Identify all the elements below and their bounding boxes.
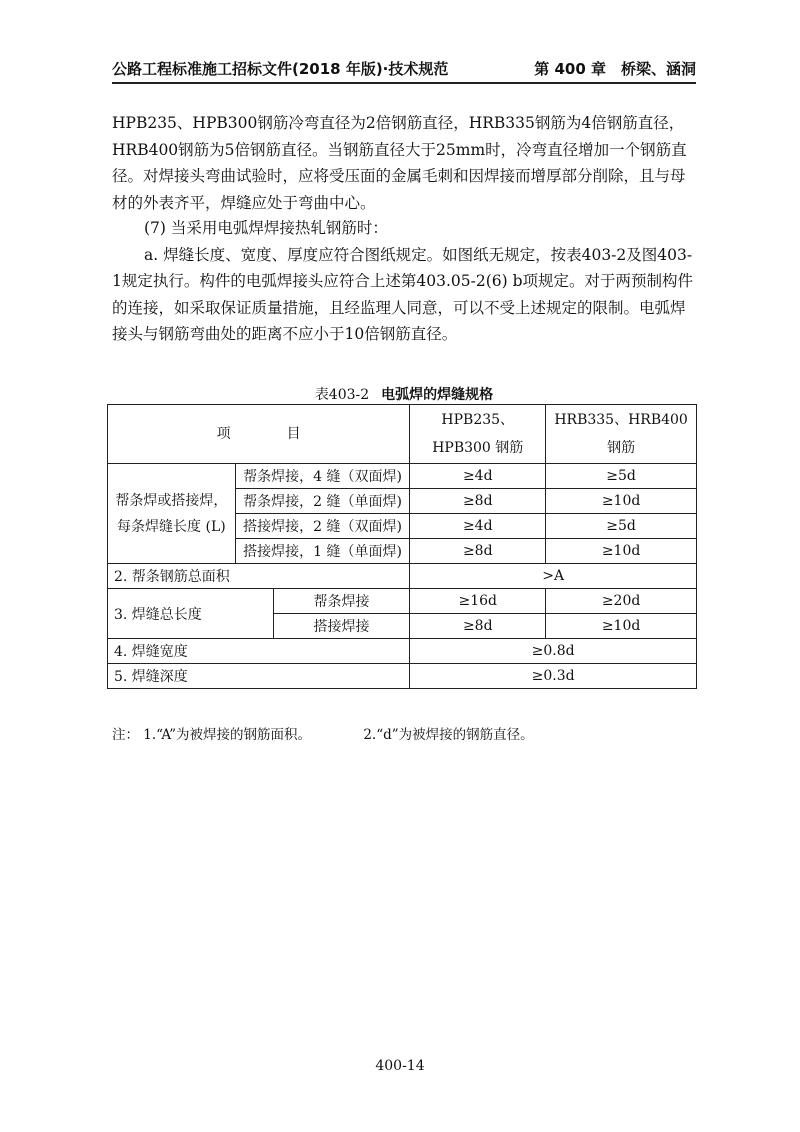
- header-document-title: 公路工程标准施工招标文件(2018 年版)·技术规范: [112, 60, 449, 78]
- row-hpb-value: ≥4d: [410, 514, 546, 539]
- group-label-cell: 帮条焊或搭接焊，每条焊缝长度 (L): [108, 464, 236, 564]
- header-item-cell: 项 目: [108, 405, 410, 464]
- note-item-2: 2.“d”为被焊接的钢筋直径。: [363, 727, 534, 743]
- row-hrb-value: ≥10d: [546, 539, 697, 564]
- page-number: 400-14: [375, 1058, 425, 1074]
- paragraph-arc-weld-rules: a. 焊缝长度、宽度、厚度应符合图纸规定。如图纸无规定，按表403-2及图403-1规定执行。构件的电弧焊接头应符合上述第403.05-2(6) b项规定。对于两预制构件的连接，如采取保证质量措施，且经监理人同意，可以不受上述规定的限制。电弧焊接头与钢筋弯曲处的距离不应小于10倍钢筋直径。: [112, 245, 694, 343]
- row-hpb-value: ≥4d: [410, 464, 546, 489]
- row-merged-value: ≥0.8d: [410, 639, 697, 664]
- table-note: [112, 723, 534, 743]
- note-item-1: 1.“A”为被焊接的钢筋面积。: [143, 727, 312, 743]
- body-text: [112, 110, 696, 216]
- row-hpb-value: ≥8d: [410, 614, 546, 639]
- table-row: [108, 589, 697, 614]
- row-item-cell: 帮条焊接，4 缝（双面焊): [235, 464, 410, 489]
- row-item-cell: 搭接焊接，2 缝（双面焊): [235, 514, 410, 539]
- row-hrb-value: ≥5d: [546, 464, 697, 489]
- row-merged-value: ≥0.3d: [410, 664, 697, 689]
- table-title: 电弧焊的焊缝规格: [381, 387, 494, 403]
- row-hpb-value: ≥16d: [410, 589, 546, 614]
- table-header-row: [108, 405, 697, 464]
- table-row: [108, 664, 697, 689]
- row-hpb-value: ≥8d: [410, 489, 546, 514]
- table-number: 表403-2: [314, 387, 370, 403]
- row-item-cell: 搭接焊接，1 缝（单面焊): [235, 539, 410, 564]
- row-hpb-value: ≥8d: [410, 539, 546, 564]
- row-item-cell: 3. 焊缝总长度: [108, 589, 274, 639]
- row-hrb-value: ≥10d: [546, 489, 697, 514]
- note-label: 注：: [112, 727, 139, 743]
- paragraph-cold-bend: HPB235、HPB300钢筋冷弯直径为2倍钢筋直径，HRB335钢筋为4倍钢筋直径，HRB400钢筋为5倍钢筋直径。当钢筋直径大于25mm时，冷弯直径增加一个钢筋直径。对焊接头弯曲试验时，应将受压面的金属毛刺和因焊接而增厚部分削除，且与母材的外表齐平，焊缝应处于弯曲中心。: [112, 114, 687, 212]
- row-hrb-value: ≥10d: [546, 614, 697, 639]
- header-hrb-cell: HRB335、HRB400 钢筋: [546, 405, 697, 464]
- row-hrb-value: ≥5d: [546, 514, 697, 539]
- row-hrb-value: ≥20d: [546, 589, 697, 614]
- row-item-cell: 帮条焊接，2 缝（单面焊): [235, 489, 410, 514]
- table-row: [108, 464, 697, 489]
- row-merged-value: >A: [410, 564, 697, 589]
- header-hpb-cell: HPB235、HPB300 钢筋: [410, 405, 546, 464]
- header-chapter-title: 第 400 章 桥梁、涵洞: [534, 60, 696, 78]
- body-text-arc-weld: [112, 215, 696, 348]
- row-subitem-cell: 搭接焊接: [273, 614, 410, 639]
- paragraph-arc-weld-heading: (7) 当采用电弧焊焊接热轧钢筋时：: [144, 219, 388, 237]
- row-subitem-cell: 帮条焊接: [273, 589, 410, 614]
- row-item-cell: 2. 帮条钢筋总面积: [108, 564, 410, 589]
- weld-spec-table: [107, 404, 697, 689]
- table-row: [108, 639, 697, 664]
- table-row: [108, 564, 697, 589]
- table-caption: [112, 384, 696, 404]
- page-header: [112, 56, 696, 84]
- row-item-cell: 4. 焊缝宽度: [108, 639, 410, 664]
- row-item-cell: 5. 焊缝深度: [108, 664, 410, 689]
